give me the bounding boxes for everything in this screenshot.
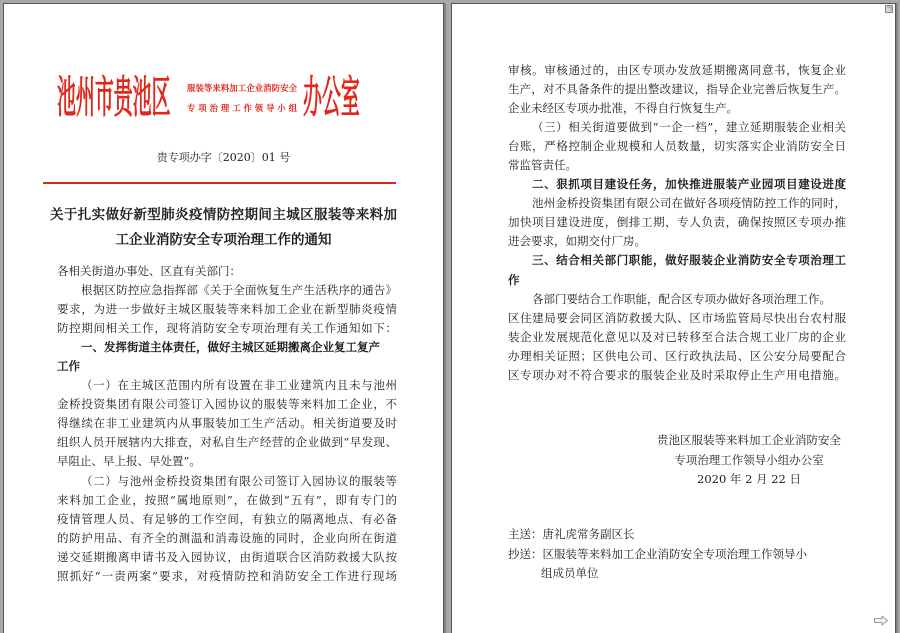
paragraph-line: 疫情管理人员、有足够的工作空间，有独立的隔离地点、有必备 bbox=[57, 511, 397, 526]
page-1 bbox=[3, 3, 444, 633]
page-2 bbox=[451, 3, 896, 633]
paragraph-line: 池州金桥投资集团有限公司在做好各项疫情防控工作的同时， bbox=[532, 196, 846, 211]
letterhead-office: 办公室 bbox=[303, 72, 360, 123]
paragraph-line: 区专项办对不符合要求的服装企业及时采取停止生产用电措施。 bbox=[508, 368, 846, 382]
paragraph-line: 台账，严格控制企业规模和人员数量，切实落实企业消防安全日 bbox=[508, 138, 846, 153]
document-number: 贵专项办字〔2020〕01 号 bbox=[156, 151, 291, 164]
document-title bbox=[50, 203, 397, 253]
next-page-arrow-icon[interactable] bbox=[873, 615, 889, 626]
title-line: 工企业消防安全专项治理工作的通知 bbox=[115, 231, 332, 248]
signature-block bbox=[642, 431, 856, 490]
letterhead-district: 池州市贵池区 bbox=[57, 72, 171, 123]
paragraph-line: 照抓好“一责两案”要求，对疫情防控和消防安全工作进行现场 bbox=[57, 569, 397, 583]
page-corner-icon bbox=[885, 5, 893, 13]
paragraph-line: 常监管责任。 bbox=[508, 157, 577, 172]
signature-date: 2020 年 2 月 22 日 bbox=[697, 472, 801, 487]
paragraph-line: 金桥投资集团有限公司签订入园协议的服装等来料加工企业，不 bbox=[57, 397, 397, 412]
signature-org-line: 专项治理工作领导小组办公室 bbox=[674, 452, 824, 467]
section-heading: 一、发挥街道主体责任，做好主城区延期搬离企业复工复产 bbox=[81, 339, 380, 354]
paragraph-line: 根据区防控应急指挥部《关于全面恢复生产生活秩序的通告》 bbox=[81, 282, 397, 297]
paragraph-line: 办理相关证照；区供电公司、区行政执法局、区公安分局要配合 bbox=[508, 348, 846, 363]
paragraph-line: （二）与池州金桥投资集团有限公司签订入园协议的服装等 bbox=[81, 473, 397, 488]
section-heading: 二、狠抓项目建设任务，加快推进服装产业园项目建设进度 bbox=[532, 177, 846, 192]
paragraph-line: 组织人员开展辖内大排查，对私自生产经营的企业做到“早发现、 bbox=[57, 435, 397, 450]
letterhead-group-line-1: 服装等来料加工企业消防安全 bbox=[187, 83, 297, 93]
section-heading: 三、结合相关部门职能，做好服装企业消防安全专项治理工 bbox=[532, 253, 846, 268]
paragraph-line: 要求，为进一步做好主城区服装等来料加工企业在新型肺炎疫情 bbox=[57, 301, 397, 316]
paragraph-line: 区住建局要会同区消防救援大队、区市场监管局尽快出台农村服 bbox=[508, 310, 846, 325]
distribution-cc: 抄送：区服装等来料加工企业消防安全专项治理工作领导小 bbox=[508, 546, 807, 561]
section-heading: 工作 bbox=[57, 358, 80, 373]
salutation: 各相关街道办事处、区直有关部门： bbox=[57, 263, 241, 278]
paragraph-line: （一）在主城区范围内所有设置在非工业建筑内且未与池州 bbox=[81, 378, 397, 393]
paragraph-line: 审核。审核通过的，由区专项办发放延期搬离同意书，恢复企业 bbox=[508, 62, 846, 77]
letterhead-group-line-2: 专项治理工作领导小组 bbox=[187, 103, 297, 113]
distribution-main-to: 主送：唐礼虎常务副区长 bbox=[508, 527, 635, 542]
distribution-cc: 组成员单位 bbox=[541, 566, 599, 581]
paragraph-line: 防控期间相关工作，现将消防安全专项治理有关工作通知如下： bbox=[57, 320, 397, 335]
notice-body bbox=[57, 262, 397, 587]
paragraph-line: 进会要求，如期交付厂房。 bbox=[508, 234, 646, 249]
signature-org-line: 贵池区服装等来料加工企业消防安全 bbox=[657, 433, 841, 448]
paragraph-line: 生产，对不具备条件的提出整改建议，指导企业完善后恢复生产。 bbox=[508, 81, 846, 96]
paragraph-line: 各部门要结合工作职能，配合区专项办做好各项治理工作。 bbox=[532, 291, 831, 306]
red-divider-line bbox=[43, 182, 396, 184]
paragraph-line: 企业未经区专项办批准，不得自行恢复生产。 bbox=[508, 100, 738, 115]
paragraph-line: 装企业发展规范化意见以及对已转移至合法合规工业厂房的企业 bbox=[508, 329, 846, 344]
paragraph-line: 来料加工企业，按照“属地原则”，在做到“五有”，即有专门的 bbox=[57, 492, 397, 507]
paragraph-line: 加快项目建设进度，倒排工期，专人负责，确保按照区专项办推 bbox=[508, 215, 846, 230]
paragraph-line: （三）相关街道要做到“一企一档”，建立延期服装企业相关 bbox=[532, 119, 846, 134]
paragraph-line: 早阻止、早上报、早处置”。 bbox=[57, 454, 201, 469]
section-heading: 作 bbox=[508, 272, 520, 287]
notice-body-continued bbox=[508, 61, 846, 386]
paragraph-line: 的防护用品、有齐全的测温和消毒设施的同时，企业向所在街道 bbox=[57, 530, 397, 545]
paragraph-line: 递交延期搬离申请书及入园协议，由街道联合区消防救援大队按 bbox=[57, 549, 397, 564]
distribution-list bbox=[508, 525, 868, 584]
paragraph-line: 得继续在非工业建筑内从事服装加工生产活动。相关街道要及时 bbox=[57, 416, 397, 431]
title-line: 关于扎实做好新型肺炎疫情防控期间主城区服装等来料加 bbox=[50, 206, 397, 223]
